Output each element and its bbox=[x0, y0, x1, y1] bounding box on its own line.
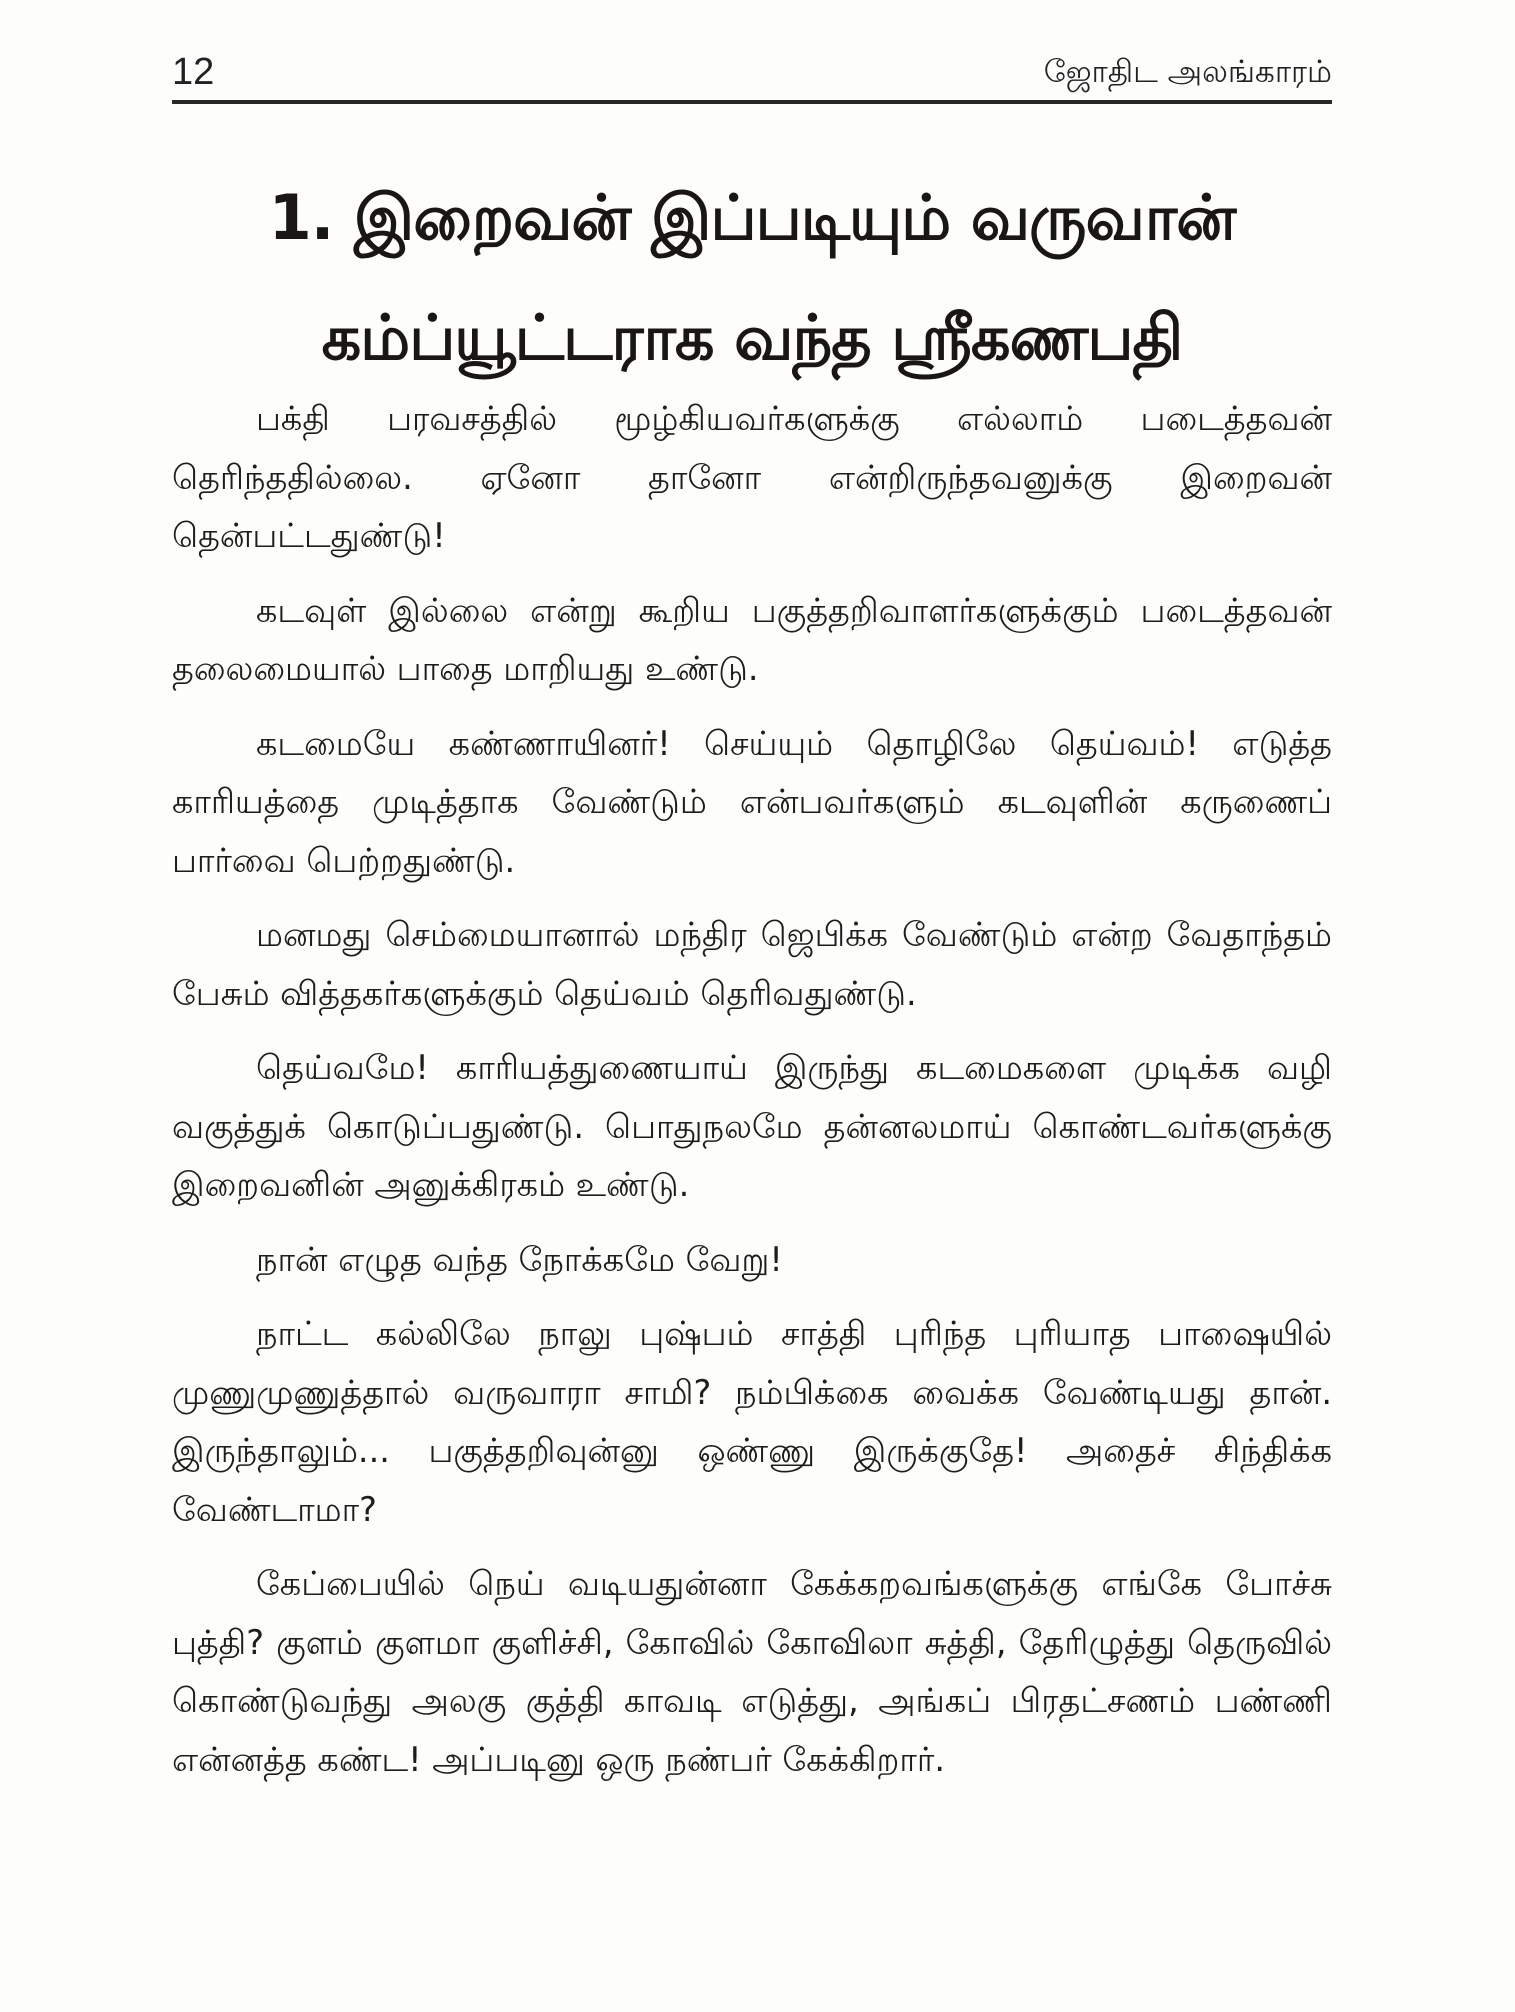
paragraph: நான் எழுத வந்த நோக்கமே வேறு! bbox=[256, 1239, 783, 1279]
running-book-title: ஜோதிட அலங்காரம் bbox=[1043, 54, 1332, 90]
chapter-title bbox=[172, 158, 1332, 398]
paragraph: கேப்பையில் நெய் வடியதுன்னா கேக்கறவங்களுக்கு எங்கே போச்சு புத்தி? குளம் குளமா குளிச்சி, கோவில் கோவிலா சுத்தி, தேரிழுத்து தெருவில் கொண்டுவந்து அலகு குத்தி காவடி எடுத்து, அங்கப் பிரதட்சணம் பண்ணி என்னத்த கண்ட! அப்படினு ஒரு நண்பர் கேக்கிறார். bbox=[172, 1564, 1332, 1779]
page-number: 12 bbox=[172, 51, 215, 93]
paragraph: தெய்வமே! காரியத்துணையாய் இருந்து கடமைகளை முடிக்க வழி வகுத்துக் கொடுப்பதுண்டு. பொதுநலமே தன்னலமாய் கொண்டவர்களுக்கு இறைவனின் அனுக்கிரகம் உண்டு. bbox=[172, 1048, 1332, 1204]
chapter-title-line-1: 1. இறைவன் இப்படியும் வருவான் bbox=[268, 181, 1236, 254]
paragraph: மனமது செம்மையானால் மந்திர ஜெபிக்க வேண்டும் என்ற வேதாந்தம் பேசும் வித்தகர்களுக்கும் தெய்வம் தெரிவதுண்டு. bbox=[172, 915, 1332, 1013]
paragraph: பக்தி பரவசத்தில் மூழ்கியவர்களுக்கு எல்லாம் படைத்தவன் தெரிந்ததில்லை. ஏனோ தானோ என்றிருந்தவனுக்கு இறைவன் தென்பட்டதுண்டு! bbox=[172, 399, 1332, 555]
chapter-title-line-2: கம்ப்யூட்டராக வந்த ஸ்ரீகணபதி bbox=[321, 301, 1183, 374]
paragraph: கடவுள் இல்லை என்று கூறிய பகுத்தறிவாளர்களுக்கும் படைத்தவன் தலைமையால் பாதை மாறியது உண்டு. bbox=[172, 590, 1332, 688]
body-text bbox=[172, 390, 1332, 1789]
paragraph: கடமையே கண்ணாயினர்! செய்யும் தொழிலே தெய்வம்! எடுத்த காரியத்தை முடித்தாக வேண்டும் என்பவர்களும் கடவுளின் கருணைப் பார்வை பெற்றதுண்டு. bbox=[172, 723, 1332, 880]
paragraph: நாட்ட கல்லிலே நாலு புஷ்பம் சாத்தி புரிந்த புரியாத பாஷையில் முணுமுணுத்தால் வருவாரா சாமி? நம்பிக்கை வைக்க வேண்டியது தான். இருந்தாலும்... பகுத்தறிவுன்னு ஒண்ணு இருக்குதே! அதைச் சிந்திக்க வேண்டாமா? bbox=[172, 1314, 1332, 1529]
running-header bbox=[172, 44, 1332, 104]
